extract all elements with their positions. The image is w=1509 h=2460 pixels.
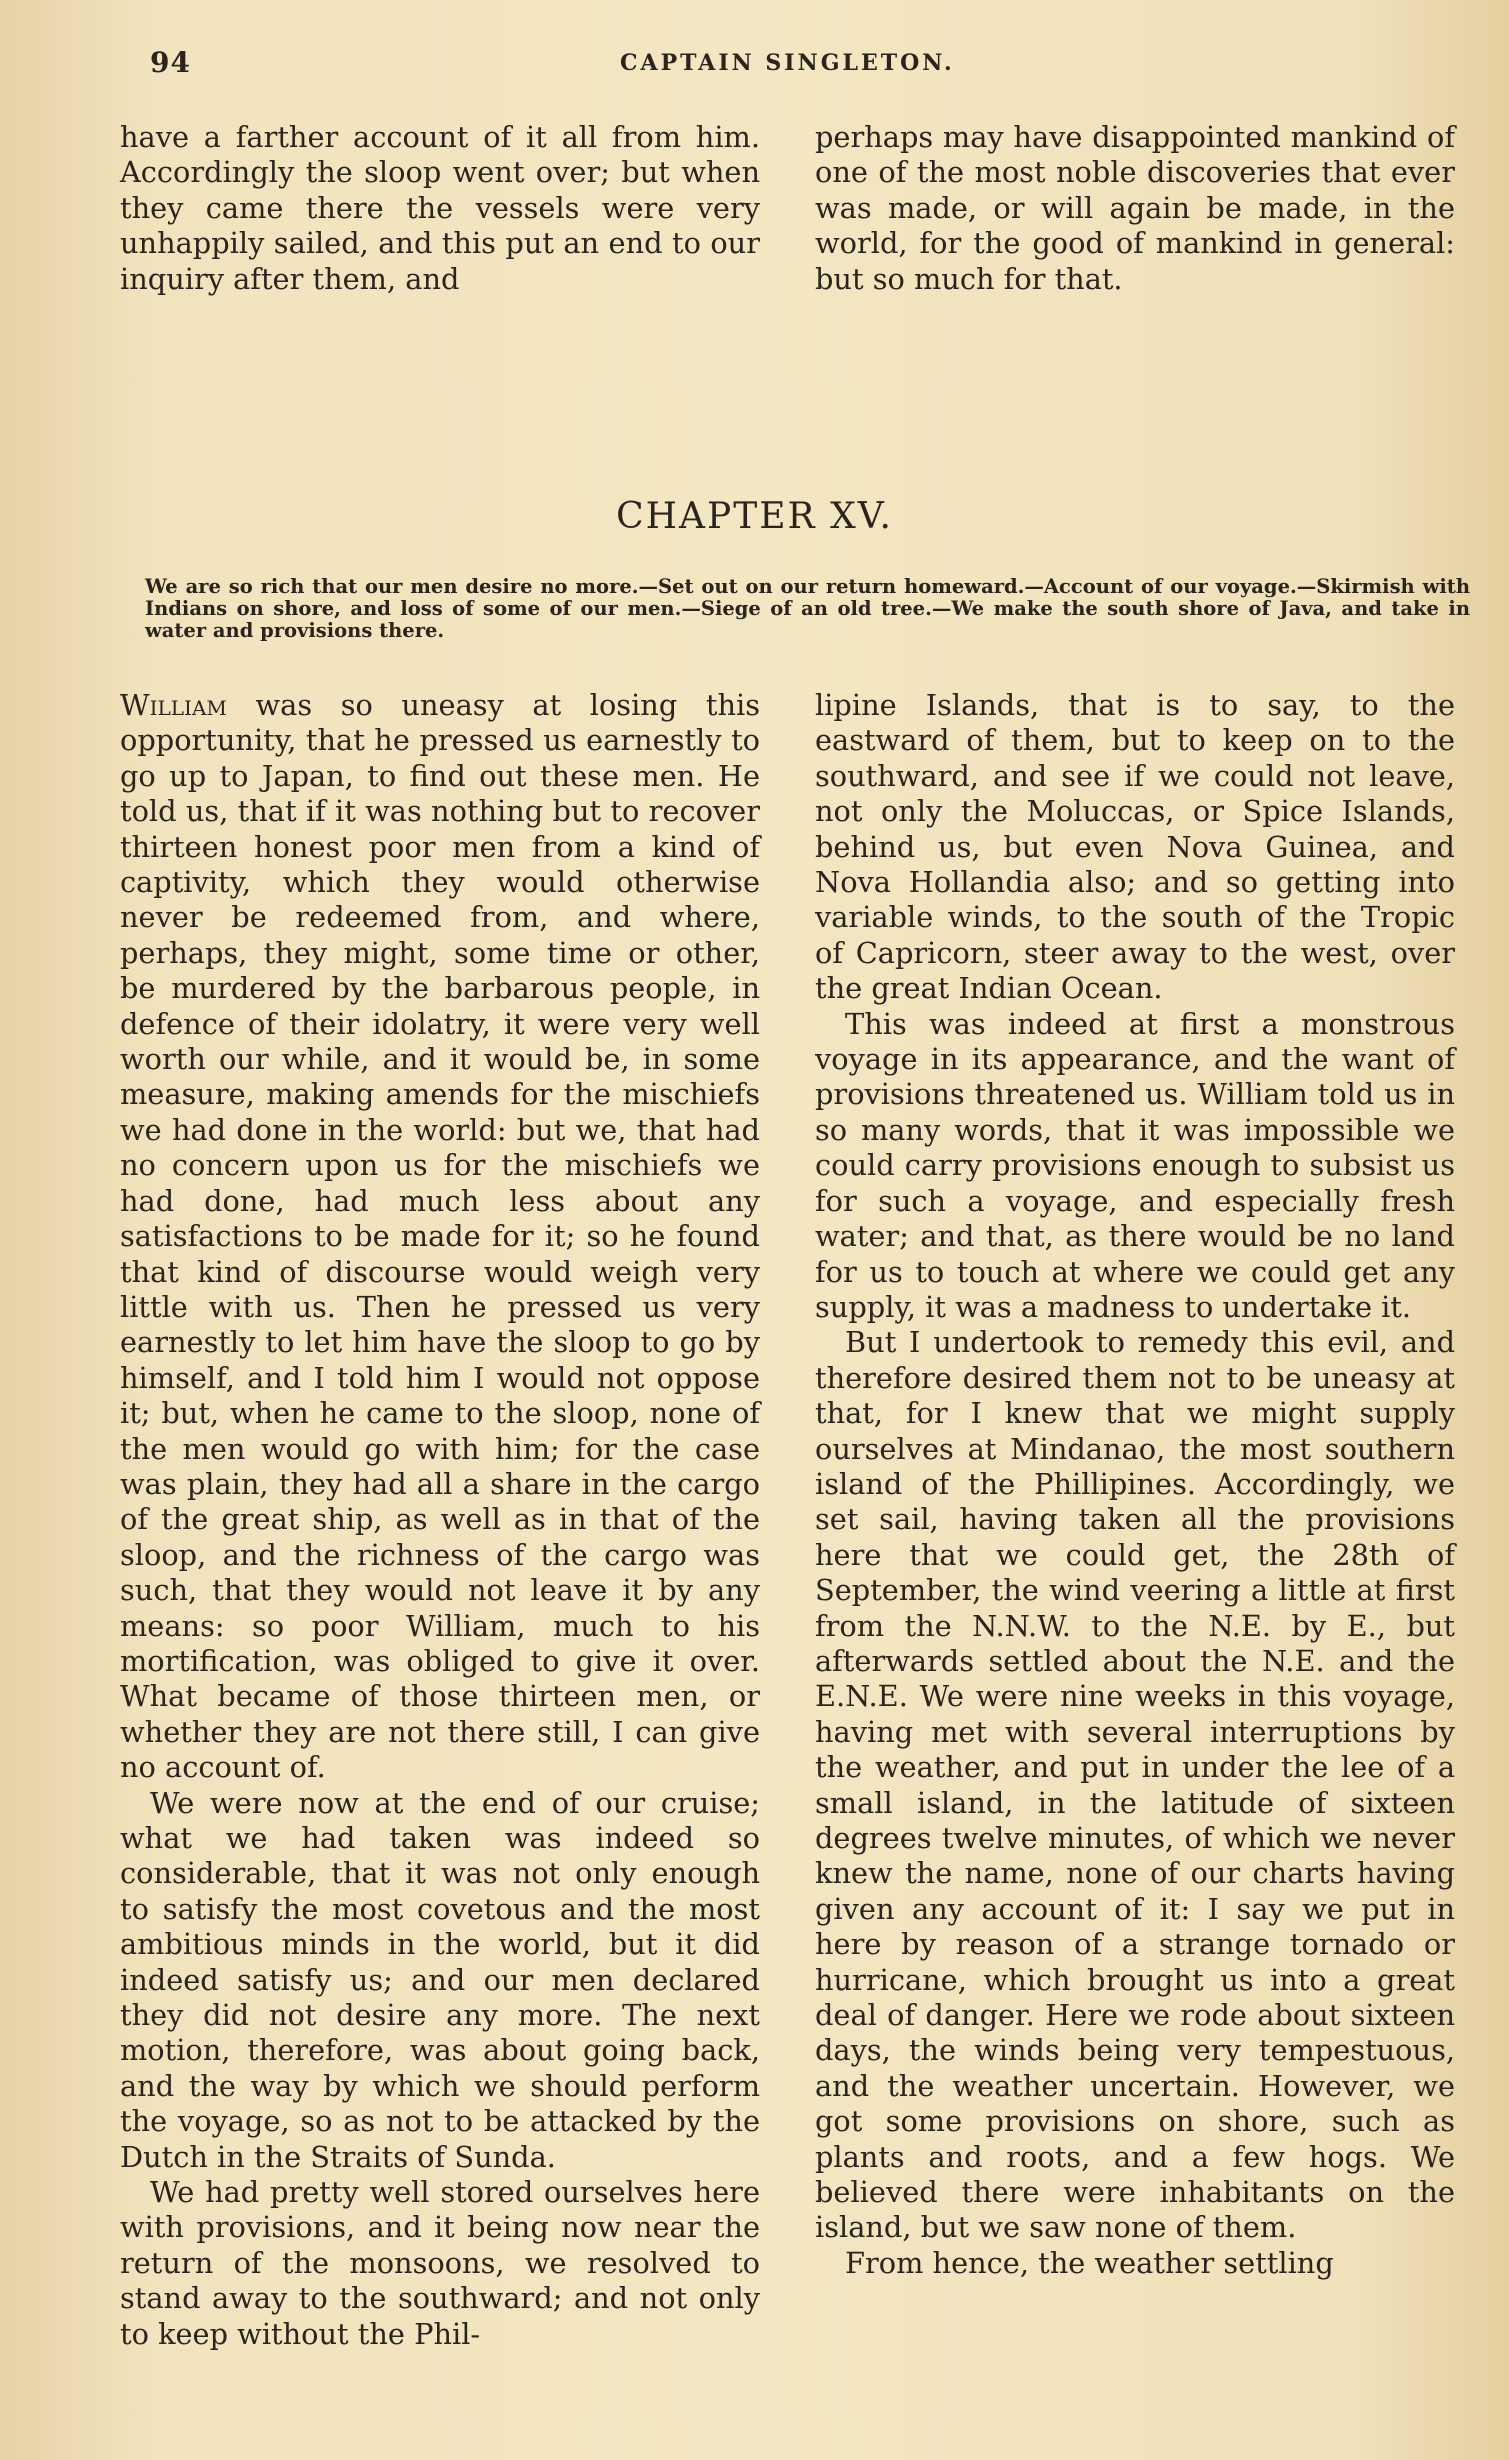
body-left-column: [120, 688, 760, 2352]
chapter-title: CHAPTER XV.: [616, 496, 893, 537]
top-right-text: perhaps may have disappointed mankind of one of the most noble discoveries that ever was made, or will again be made, in the world, for the good of mankind in general: but so much for that.: [815, 120, 1455, 296]
paragraph-lead-word: William: [120, 688, 227, 722]
paragraph: From hence, the weather settling: [845, 2245, 1334, 2280]
chapter-synopsis: We are so rich that our men desire no more.—Set out on our return homeward.—Account of our voyage.—Skirmish with Indians on shore, and loss of some of our men.—Siege of an old tree.—We make the south shore of Java, and take in water and provisions there.: [145, 575, 1470, 642]
paragraph-text: was so uneasy at losing this opportunity, that he pressed us earnestly to go up to Japan, to find out these men. He told us, that if it was nothing but to recover thirteen honest poor men from a kind of captivity, which they would otherwise never be redeemed from, and where, perhaps, they might, some time or other, be murdered by the barbarous people, in defence of their idolatry, it were very well worth our while, and it would be, in some measure, making amends for the mischiefs we had done in the world: but we, that had no concern upon us for the mischiefs we had done, had much less about any satisfactions to be made for it; so he found that kind of discourse would weigh very little with us. Then he pressed us very earnestly to let him have the sloop to go by himself, and I told him I would not oppose it; but, when he came to the sloop, none of the men would go with him; for the case was plain, they had all a share in the cargo of the great ship, as well as in that of the sloop, and the richness of the cargo was such, that they would not leave it by any means: so poor William, much to his mortification, was obliged to give it over. What became of those thirteen men, or whether they are not there still, I can give no account of.: [120, 688, 760, 1785]
paragraph: This was indeed at first a monstrous voyage in its appearance, and the want of provisions threatened us. William told us in so many words, that it was impossible we could carry provisions enough to subsist us for such a voyage, and especially fresh water; and that, as there would be no land for us to touch at where we could get any supply, it was a madness to undertake it.: [815, 1006, 1455, 1324]
top-left-column: [120, 120, 760, 297]
body-right-column: [815, 688, 1455, 2281]
top-right-column: [815, 120, 1455, 297]
paragraph: We were now at the end of our cruise; what we had taken was indeed so considerable, that it was not only enough to satisfy the most covetous and the most ambitious minds in the world, but it did indeed satisfy us; and our men declared they did not desire any more. The next motion, therefore, was about going back, and the way by which we should perform the voyage, so as not to be attacked by the Dutch in the Straits of Sunda.: [120, 1785, 760, 2174]
paragraph: We had pretty well stored ourselves here with provisions, and it being now near the return of the monsoons, we resolved to stand away to the southward; and not only to keep without the Phil-: [120, 2175, 760, 2351]
page-header: [150, 46, 1419, 86]
top-left-text: have a farther account of it all from him. Accordingly the sloop went over; but when they came there the vessels were very unhappily sailed, and this put an end to our inquiry after them, and: [120, 120, 760, 296]
page-number: 94: [150, 46, 191, 79]
paragraph: But I undertook to remedy this evil, and therefore desired them not to be uneasy at that, for I knew that we might supply ourselves at Mindanao, the most southern island of the Phillipines. Accordingly, we set sail, having taken all the provisions here that we could get, the 28th of September, the wind veering a little at first from the N.N.W. to the N.E. by E., but afterwards settled about the N.E. and the E.N.E. We were nine weeks in this voyage, having met with several interruptions by the weather, and put in under the lee of a small island, in the latitude of sixteen degrees twelve minutes, of which we never knew the name, none of our charts having given any account of it: I say we put in here by reason of a strange tornado or hurricane, which brought us into a great deal of danger. Here we rode about sixteen days, the winds being very tempestuous, and the weather uncertain. However, we got some provisions on shore, such as plants and roots, and a few hogs. We believed there were inhabitants on the island, but we saw none of them.: [815, 1325, 1455, 2245]
paragraph: [120, 688, 760, 1786]
running-title: CAPTAIN SINGLETON.: [620, 50, 955, 76]
paragraph: lipine Islands, that is to say, to the eastward of them, but to keep on to the southward, and see if we could not leave, not only the Moluccas, or Spice Islands, behind us, but even Nova Guinea, and Nova Hollandia also; and so getting into variable winds, to the south of the Tropic of Capricorn, steer away to the west, over the great Indian Ocean.: [815, 688, 1455, 1006]
